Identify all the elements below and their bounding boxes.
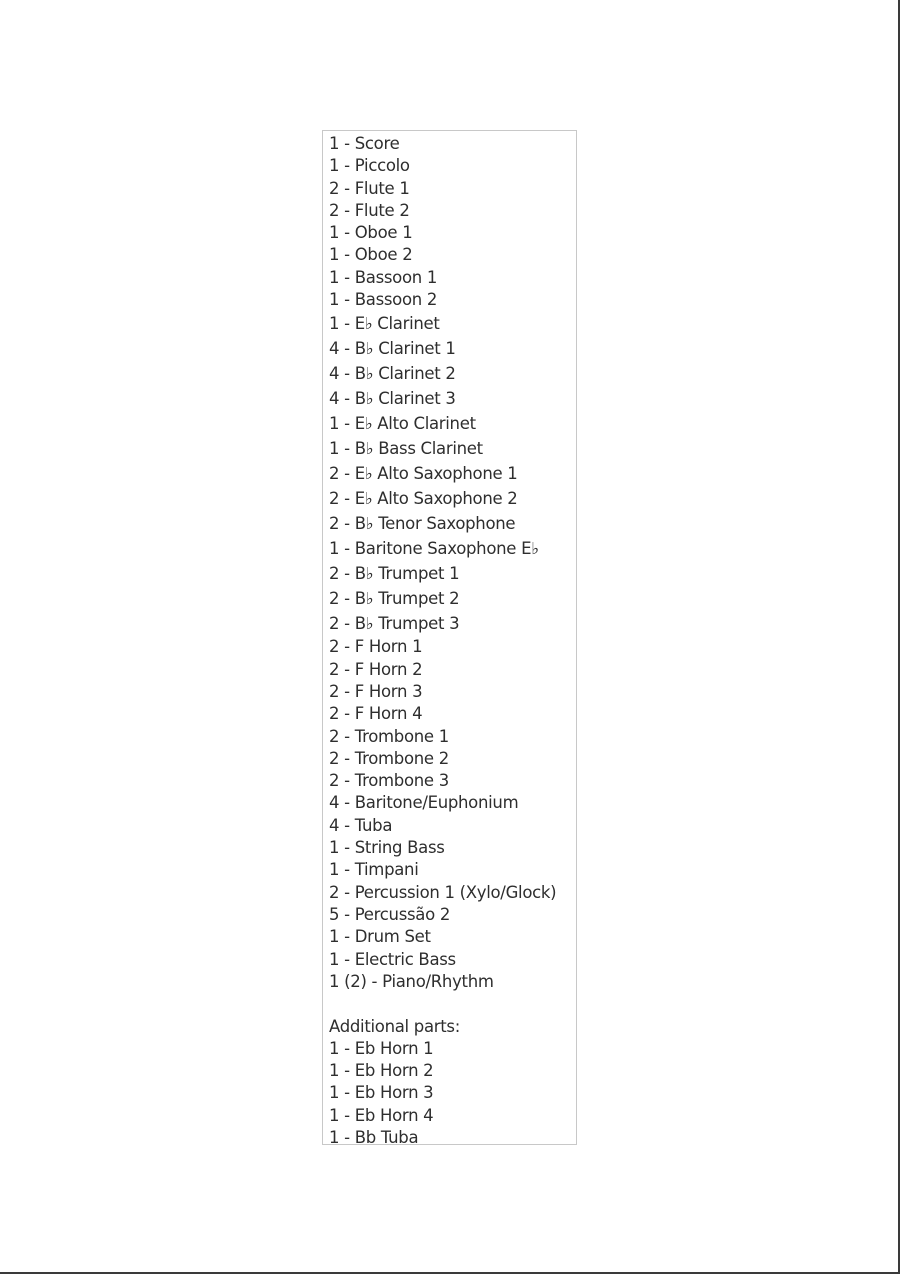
part-item: 4 - B♭ Clarinet 3 xyxy=(329,389,456,409)
part-item: 1 - Oboe 1 xyxy=(329,223,413,243)
part-item: 2 - Percussion 1 (Xylo/Glock) xyxy=(329,882,557,902)
part-item: 4 - B♭ Clarinet 1 xyxy=(329,339,456,359)
part-item: 1 (2) - Piano/Rhythm xyxy=(329,971,494,991)
part-item: 1 - Piccolo xyxy=(329,156,410,176)
part-item: 1 - Baritone Saxophone E♭ xyxy=(329,539,539,559)
part-item: 1 - B♭ Bass Clarinet xyxy=(329,439,483,459)
part-item: 2 - F Horn 1 xyxy=(329,637,423,657)
part-item: 2 - B♭ Trumpet 2 xyxy=(329,589,460,609)
part-item: 2 - B♭ Trumpet 3 xyxy=(329,614,460,634)
part-item: 2 - B♭ Tenor Saxophone xyxy=(329,514,516,534)
instrumentation-box xyxy=(322,130,577,1145)
part-item: 2 - Flute 1 xyxy=(329,178,410,198)
part-item: 2 - F Horn 2 xyxy=(329,659,423,679)
part-item: 2 - E♭ Alto Saxophone 2 xyxy=(329,489,518,509)
part-item: 2 - E♭ Alto Saxophone 1 xyxy=(329,464,518,484)
part-item: 2 - Trombone 1 xyxy=(329,726,449,746)
part-item: 4 - Baritone/Euphonium xyxy=(329,793,519,813)
part-item: 1 - Bassoon 1 xyxy=(329,267,438,287)
part-item: 5 - Percussão 2 xyxy=(329,904,451,924)
part-item: 1 - Drum Set xyxy=(329,927,431,947)
additional-parts-list xyxy=(329,1038,576,1149)
additional-part-item: 1 - Eb Horn 3 xyxy=(329,1083,434,1103)
additional-part-item: 1 - Eb Horn 2 xyxy=(329,1061,434,1081)
additional-part-item: 1 - Eb Horn 1 xyxy=(329,1038,434,1058)
part-item: 2 - Trombone 3 xyxy=(329,771,449,791)
part-item: 4 - B♭ Clarinet 2 xyxy=(329,364,456,384)
part-item: 2 - Flute 2 xyxy=(329,200,410,220)
part-item: 1 - E♭ Clarinet xyxy=(329,314,440,334)
part-item: 2 - F Horn 4 xyxy=(329,704,423,724)
part-item: 1 - Timpani xyxy=(329,860,419,880)
part-item: 1 - Oboe 2 xyxy=(329,245,413,265)
part-item: 1 - String Bass xyxy=(329,838,445,858)
section-spacer xyxy=(329,993,576,1015)
parts-list xyxy=(329,133,576,993)
part-item: 1 - Electric Bass xyxy=(329,949,456,969)
part-item: 2 - Trombone 2 xyxy=(329,748,449,768)
part-item: 1 - E♭ Alto Clarinet xyxy=(329,414,476,434)
part-item: 1 - Score xyxy=(329,134,400,153)
part-item: 1 - Bassoon 2 xyxy=(329,290,438,310)
additional-parts-heading: Additional parts: xyxy=(329,1016,460,1036)
part-item: 2 - F Horn 3 xyxy=(329,681,423,701)
part-item: 2 - B♭ Trumpet 1 xyxy=(329,564,460,584)
part-item: 4 - Tuba xyxy=(329,815,393,835)
additional-part-item: 1 - Bb Tuba xyxy=(329,1128,419,1147)
additional-part-item: 1 - Eb Horn 4 xyxy=(329,1105,434,1125)
